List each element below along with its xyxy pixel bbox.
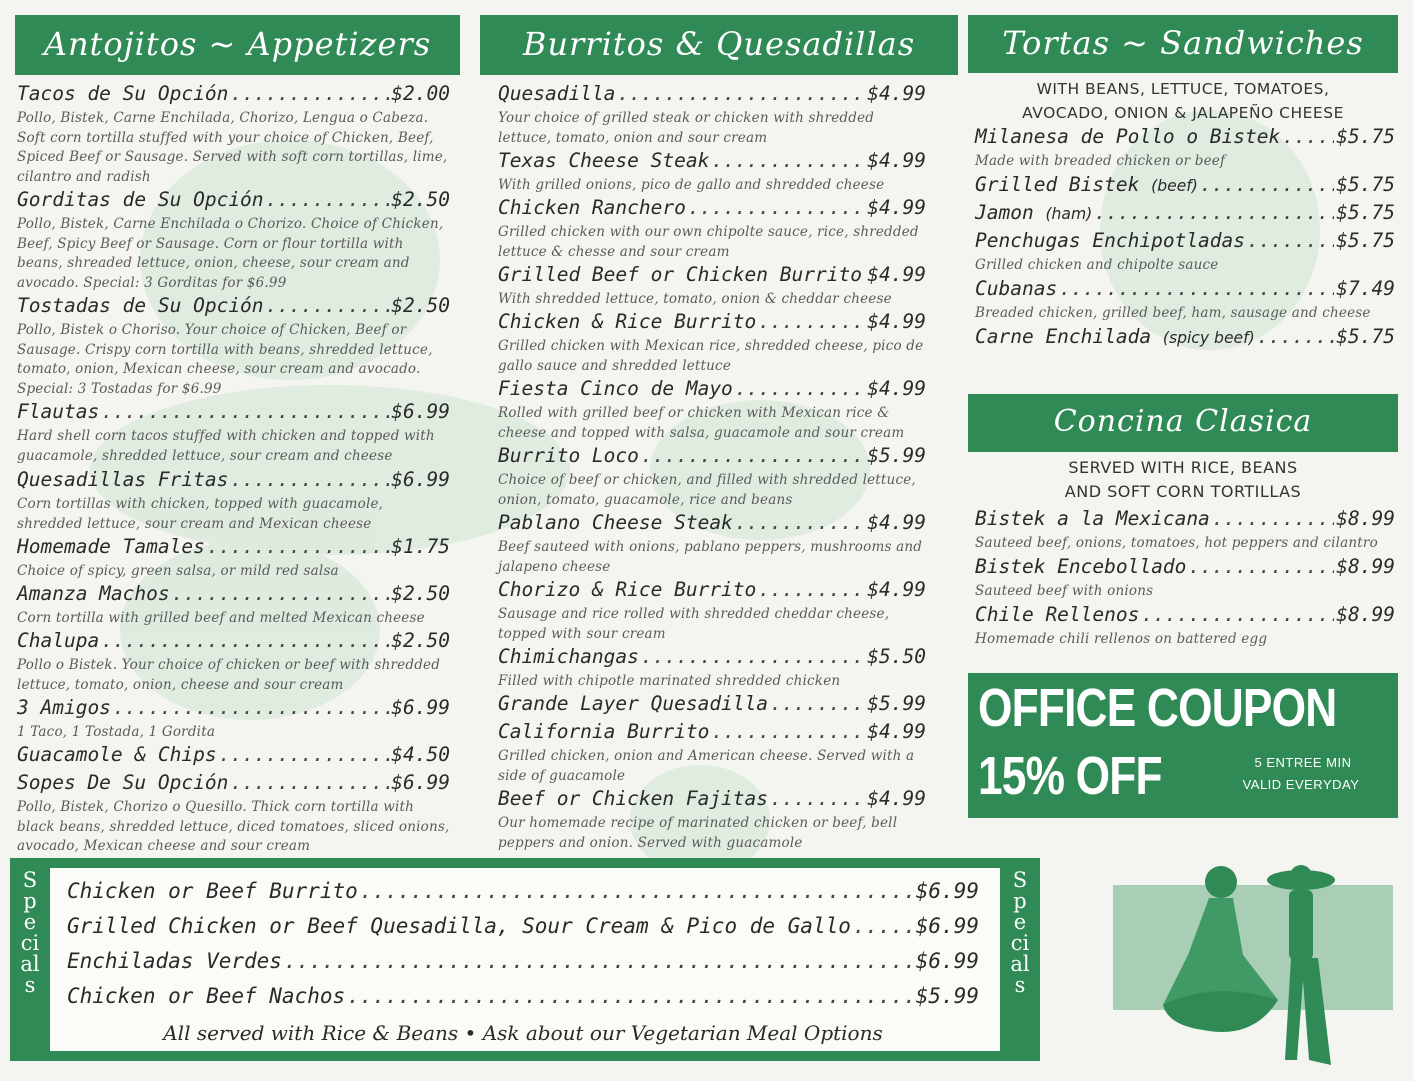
menu-item	[17, 294, 450, 400]
item-name: Chalupa	[17, 629, 100, 652]
coupon-valid: VALID EVERYDAY	[1242, 777, 1360, 792]
menu-item	[498, 377, 926, 444]
tortas-header	[968, 15, 1398, 73]
clasica-header	[968, 394, 1398, 452]
menu-item	[498, 692, 926, 720]
menu-item	[498, 645, 926, 692]
item-price: $4.99	[867, 377, 926, 400]
menu-item	[975, 555, 1395, 603]
menu-item	[498, 444, 926, 511]
item-price: $5.50	[867, 645, 926, 668]
item-name: Homemade Tamales	[17, 535, 205, 558]
item-price: $5.75	[1336, 325, 1395, 348]
item-price: $6.99	[915, 914, 979, 938]
item-description: Choice of beef or chicken, and filled with shredded lettuce, onion, tomato, guacamole, rice and beans	[498, 472, 916, 508]
item-description: Hard shell corn tacos stuffed with chicken and topped with guacamole, shredded lettuce, sour cream and cheese	[17, 428, 435, 464]
item-name: Grande Layer Quesadilla	[498, 692, 769, 715]
tortas-note-line1: WITH BEANS, LETTUCE, TOMATOES,	[1036, 80, 1330, 98]
coupon-min: 5 ENTREE MIN	[1254, 755, 1352, 770]
item-description: 1 Taco, 1 Tostada, 1 Gordita	[17, 724, 216, 740]
item-price: $4.99	[867, 82, 926, 105]
item-description: Pollo, Bistek, Carne Enchilada, Chorizo, Lengua o Cabeza. Soft corn tortilla stuffed with your choice of Chicken, Beef, Spiced Beef or Sausage. Served with soft corn tortillas, lime, cilantro and radish	[17, 110, 448, 185]
item-name: Sopes De Su Opción	[17, 771, 229, 794]
menu-item	[17, 400, 450, 468]
item-description: Pollo, Bistek o Choriso. Your choice of Chicken, Beef or Sausage. Crispy corn tortilla with beans, shredded lettuce, tomato, onion, Mexican cheese, sour cream and avocado. Special: 3 Tostadas for $6.99	[17, 322, 433, 397]
item-name: Grilled Beef or Chicken Burrito	[498, 263, 862, 286]
menu-item	[498, 196, 926, 263]
item-price: $2.50	[391, 582, 450, 605]
special-item	[67, 949, 979, 984]
menu-item	[975, 277, 1395, 325]
specials-footer: All served with Rice & Beans • Ask about our Vegetarian Meal Options	[163, 1021, 883, 1045]
item-description: Made with breaded chicken or beef	[975, 153, 1226, 169]
item-price: $2.50	[391, 629, 450, 652]
clasica-list	[975, 507, 1395, 651]
tortas-title: Tortas ~ Sandwiches	[1002, 24, 1364, 62]
menu-item	[17, 535, 450, 582]
specials-side-label-right: Specials	[1010, 868, 1030, 997]
item-price: $6.99	[391, 468, 450, 491]
menu-item	[975, 201, 1395, 229]
item-description: Grilled chicken with Mexican rice, shredded cheese, pico de gallo sauce and shredded lettuce	[498, 338, 924, 374]
item-name: Chile Rellenos	[975, 603, 1140, 626]
item-name: Enchiladas Verdes	[67, 949, 282, 973]
item-description: Corn tortilla with grilled beef and melted Mexican cheese	[17, 610, 425, 626]
item-price: $6.99	[391, 771, 450, 794]
menu-item	[975, 325, 1395, 353]
item-name: Bistek a la Mexicana	[975, 507, 1210, 530]
item-subtitle: (beef)	[1151, 177, 1198, 195]
office-coupon	[968, 673, 1398, 818]
item-name: Fiesta Cinco de Mayo	[498, 377, 733, 400]
item-description: Pollo, Bistek, Carne Enchilada o Chorizo. Choice of Chicken, Beef, Spicy Beef or Sausage. Corn or flour tortilla with beans, shreaded lettuce, onion, cheese, sour cream and avocado. Special: 3 Gorditas for $6.99	[17, 216, 444, 291]
item-description: Breaded chicken, grilled beef, ham, sausage and cheese	[975, 305, 1371, 321]
item-name: Quesadilla	[498, 82, 616, 105]
item-name: Texas Cheese Steak	[498, 149, 710, 172]
menu-item	[975, 603, 1395, 651]
menu-item	[498, 149, 926, 196]
item-name: Chicken Ranchero	[498, 196, 686, 219]
item-description: Our homemade recipe of marinated chicken or beef, bell peppers and onion. Served with guacamole	[498, 815, 898, 851]
item-name: Jamon	[975, 201, 1034, 224]
tortas-note	[968, 77, 1398, 125]
item-price: $5.75	[1336, 125, 1395, 148]
menu-item	[498, 511, 926, 578]
special-item	[67, 879, 979, 914]
item-name: Penchugas Enchipotladas	[975, 229, 1246, 252]
item-price: $5.99	[915, 984, 979, 1008]
menu-item	[498, 82, 926, 149]
menu-item	[498, 263, 926, 310]
item-description: Filled with chipotle marinated shredded chicken	[498, 673, 841, 689]
burritos-header	[480, 15, 958, 75]
item-subtitle: (ham)	[1045, 205, 1093, 223]
coupon-discount: 15% OFF	[978, 746, 1162, 806]
item-name: Chicken or Beef Burrito	[67, 879, 358, 903]
item-name: Amanza Machos	[17, 582, 170, 605]
tortas-list	[975, 125, 1395, 353]
item-price: $6.99	[391, 696, 450, 719]
item-description: With grilled onions, pico de gallo and shredded cheese	[498, 177, 885, 193]
menu-item	[975, 229, 1395, 277]
clasica-note	[968, 456, 1398, 504]
item-price: $6.99	[915, 879, 979, 903]
item-price: $5.99	[867, 692, 926, 715]
item-name: Tacos de Su Opción	[17, 82, 229, 105]
item-name: Pablano Cheese Steak	[498, 511, 733, 534]
item-price: $4.50	[391, 743, 450, 766]
item-description: Choice of spicy, green salsa, or mild red salsa	[17, 563, 339, 579]
item-description: Grilled chicken with our own chipolte sauce, rice, shredded lettuce & chesse and sour cream	[498, 224, 919, 260]
item-description: Pollo o Bistek. Your choice of chicken or beef with shredded lettuce, tomato, onion, cheese and sour cream	[17, 657, 441, 693]
menu-item	[17, 188, 450, 294]
tortas-note-line2: AVOCADO, ONION & JALAPEÑO CHEESE	[1022, 104, 1344, 122]
item-description: Grilled chicken and chipolte sauce	[975, 257, 1219, 273]
dancers-illustration	[1113, 860, 1393, 1070]
menu-item	[498, 310, 926, 377]
item-name: Grilled Chicken or Beef Quesadilla, Sour Cream & Pico de Gallo	[67, 914, 851, 938]
item-name: Flautas	[17, 400, 100, 423]
menu-item	[498, 787, 926, 853]
item-name: Beef or Chicken Fajitas	[498, 787, 769, 810]
item-price: $1.75	[391, 535, 450, 558]
item-description: Rolled with grilled beef or chicken with Mexican rice & cheese and topped with salsa, guacamole and sour cream	[498, 405, 905, 441]
item-name: Milanesa de Pollo o Bistek	[975, 125, 1281, 148]
menu-item	[17, 629, 450, 696]
item-name: Cubanas	[975, 277, 1058, 300]
item-name: Chorizo & Rice Burrito	[498, 578, 757, 601]
menu-item	[17, 82, 450, 188]
item-name: Carne Enchilada	[975, 325, 1152, 348]
burritos-title: Burritos & Quesadillas	[522, 25, 916, 63]
appetizers-list	[17, 82, 450, 857]
clasica-title: Concina Clasica	[1053, 404, 1313, 439]
clasica-note-line1: SERVED WITH RICE, BEANS	[1068, 458, 1298, 477]
item-name: California Burrito	[498, 720, 710, 743]
item-price: $8.99	[1336, 603, 1395, 626]
item-price: $6.99	[391, 400, 450, 423]
item-name: 3 Amigos	[17, 696, 111, 719]
item-price: $4.99	[867, 578, 926, 601]
menu-item	[17, 743, 450, 771]
item-price: $8.99	[1336, 555, 1395, 578]
item-name: Guacamole & Chips	[17, 743, 217, 766]
item-name: Bistek Encebollado	[975, 555, 1187, 578]
item-name: Quesadillas Fritas	[17, 468, 229, 491]
item-description: Sausage and rice rolled with shredded cheddar cheese, topped with sour cream	[498, 606, 890, 642]
item-description: Corn tortillas with chicken, topped with guacamole, shredded lettuce, sour cream and Mexican cheese	[17, 496, 384, 532]
item-name: Chicken & Rice Burrito	[498, 310, 757, 333]
item-price: $5.75	[1336, 229, 1395, 252]
menu-item	[975, 125, 1395, 173]
item-price: $4.99	[867, 263, 926, 286]
item-name: Gorditas de Su Opción	[17, 188, 264, 211]
item-price: $5.75	[1336, 173, 1395, 196]
item-description: Pollo, Bistek, Chorizo o Quesillo. Thick corn tortilla with black beans, shredded lettuce, diced tomatoes, sliced onions, avocado, Mexican cheese and sour cream	[17, 799, 450, 854]
item-price: $4.99	[867, 310, 926, 333]
item-price: $5.99	[867, 444, 926, 467]
item-price: $4.99	[867, 149, 926, 172]
menu-item	[975, 507, 1395, 555]
appetizers-header	[15, 15, 460, 75]
item-description: With shredded lettuce, tomato, onion & cheddar cheese	[498, 291, 892, 307]
item-name: Grilled Bistek	[975, 173, 1140, 196]
item-price: $4.99	[867, 511, 926, 534]
clasica-note-line2: AND SOFT CORN TORTILLAS	[1064, 482, 1302, 501]
menu-item	[975, 173, 1395, 201]
item-price: $5.75	[1336, 201, 1395, 224]
item-price: $6.99	[915, 949, 979, 973]
item-price: $2.50	[391, 188, 450, 211]
item-price: $8.99	[1336, 507, 1395, 530]
item-description: Sauteed beef with onions	[975, 583, 1154, 599]
item-name: Chimichangas	[498, 645, 639, 668]
item-description: Beef sauteed with onions, pablano peppers, mushrooms and jalapeno cheese	[498, 539, 923, 575]
menu-item	[17, 771, 450, 857]
item-price: $4.99	[867, 196, 926, 219]
item-name: Tostadas de Su Opción	[17, 294, 264, 317]
item-price: $4.99	[867, 720, 926, 743]
item-description: Your choice of grilled steak or chicken with shredded lettuce, tomato, onion and sour cream	[498, 110, 875, 146]
coupon-title: OFFICE COUPON	[978, 678, 1337, 738]
menu-item	[17, 468, 450, 535]
item-price: $4.99	[867, 787, 926, 810]
burritos-list	[498, 82, 926, 853]
item-description: Sauteed beef, onions, tomatoes, hot peppers and cilantro	[975, 535, 1378, 551]
appetizers-title: Antojitos ~ Appetizers	[43, 25, 432, 63]
item-price: $2.50	[391, 294, 450, 317]
item-description: Grilled chicken, onion and American cheese. Served with a side of guacamole	[498, 748, 915, 784]
menu-item	[498, 578, 926, 645]
item-price: $7.49	[1336, 277, 1395, 300]
specials-list	[67, 879, 979, 1045]
menu-item	[17, 696, 450, 743]
item-subtitle: (spicy beef)	[1162, 329, 1255, 347]
special-item	[67, 914, 979, 949]
special-item	[67, 984, 979, 1019]
item-name: Burrito Loco	[498, 444, 639, 467]
item-name: Chicken or Beef Nachos	[67, 984, 346, 1008]
specials-side-label-left: Specials	[20, 868, 40, 997]
menu-item	[17, 582, 450, 629]
menu-item	[498, 720, 926, 787]
item-description: Homemade chili rellenos on battered egg	[975, 631, 1268, 647]
item-price: $2.00	[391, 82, 450, 105]
